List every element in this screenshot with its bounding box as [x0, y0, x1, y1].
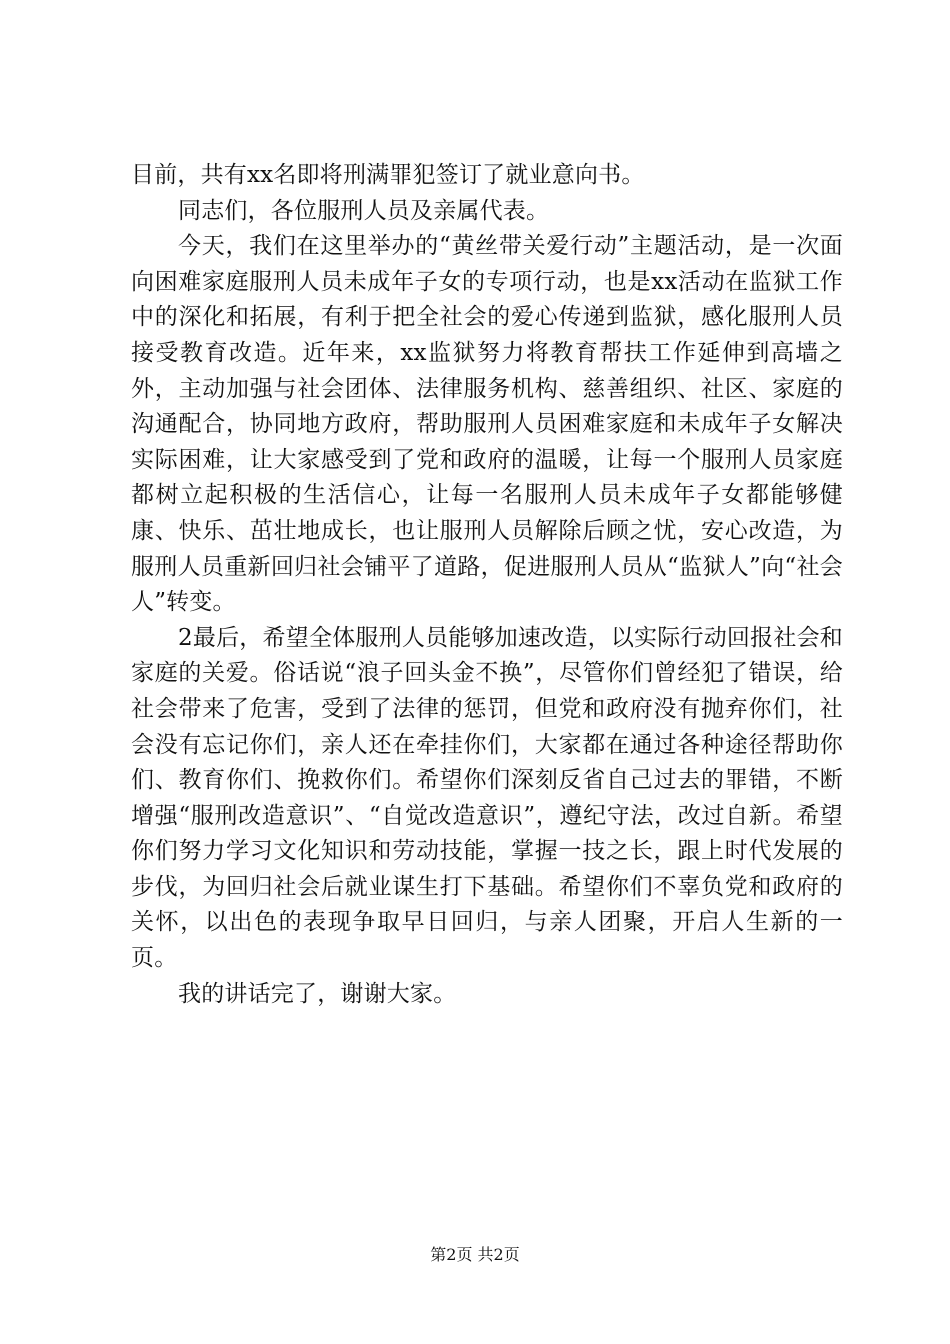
paragraph-5: 我的讲话完了，谢谢大家。 [178, 980, 457, 1007]
document-body [131, 158, 843, 1012]
paragraph-1: 目前，共有xx名即将刑满罪犯签订了就业意向书。 [131, 162, 645, 188]
page-footer [0, 1244, 950, 1266]
paragraph-2: 同志们，各位服刑人员及亲属代表。 [178, 197, 550, 224]
paragraph-4: 2最后，希望全体服刑人员能够加速改造，以实际行动回报社会和家庭的关爱。俗话说“浪子回头金不换”，尽管你们曾经犯了错误，给社会带来了危害，受到了法律的惩罚，但党和政府没有抛弃你们，社会没有忘记你们，亲人还在牵挂你们，大家都在通过各种途径帮助你们、教育你们、挽救你们。希望你们深刻反省自己过去的罪错，不断增强“服刑改造意识”、“自觉改造意识”，遵纪守法，改过自新。希望你们努力学习文化知识和劳动技能，掌握一技之长，跟上时代发展的步伐，为回归社会后就业谋生打下基础。希望你们不辜负党和政府的关怀，以出色的表现争取早日回归，与亲人团聚，开启人生新的一页。 [131, 624, 843, 972]
paragraph-3: 今天，我们在这里举办的“黄丝带关爱行动”主题活动，是一次面向困难家庭服刑人员未成年子女的专项行动，也是xx活动在监狱工作中的深化和拓展，有利于把全社会的爱心传递到监狱，感化服刑人员接受教育改造。近年来，xx监狱努力将教育帮扶工作延伸到高墙之外，主动加强与社会团体、法律服务机构、慈善组织、社区、家庭的沟通配合，协同地方政府，帮助服刑人员困难家庭和未成年子女解决实际困难，让大家感受到了党和政府的温暖，让每一个服刑人员家庭都树立起积极的生活信心，让每一名服刑人员未成年子女都能够健康、快乐、茁壮地成长，也让服刑人员解除后顾之忧，安心改造，为服刑人员重新回归社会铺平了道路，促进服刑人员从“监狱人”向“社会人”转变。 [131, 233, 843, 616]
page-number-label: 第2页 共2页 [430, 1245, 520, 1264]
